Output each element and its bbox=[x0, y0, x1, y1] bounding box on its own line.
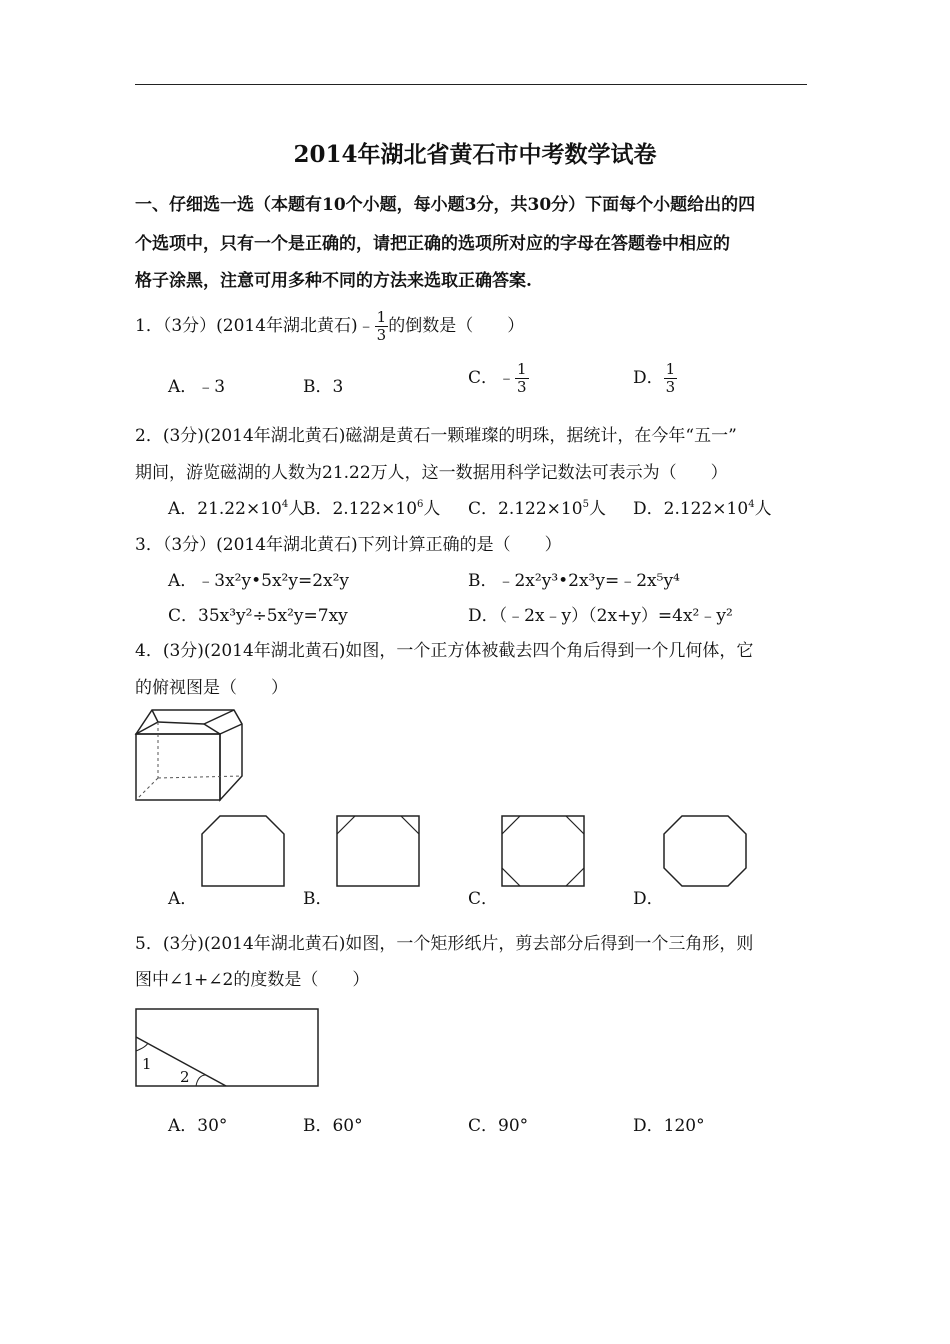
section-instructions-line2: 个选项中，只有一个是正确的，请把正确的选项所对应的字母在答题卷中相应的 bbox=[135, 234, 730, 254]
q2-b-base: B．2.122×10 bbox=[303, 499, 418, 519]
q2-d-exp: 4 bbox=[748, 499, 755, 510]
q3-option-d[interactable]: D．（﹣2x﹣y）（2x+y）=4x²﹣y² bbox=[468, 606, 733, 626]
q5-option-b[interactable]: B．60° bbox=[303, 1116, 363, 1136]
q1-suffix: 的倒数是（ ） bbox=[388, 316, 525, 336]
q1-d-prefix: D． bbox=[633, 368, 664, 388]
q1-frac-num: 1 bbox=[376, 308, 387, 326]
q3-option-b[interactable]: B．﹣2x²y³•2x³y=﹣2x⁵y⁴ bbox=[468, 571, 680, 591]
q2-c-exp: 5 bbox=[582, 499, 589, 510]
question-5-line2: 图中∠1+∠2的度数是（ ） bbox=[135, 970, 370, 990]
section-instructions-line1: 一、仔细选一选（本题有10个小题，每小题3分，共30分）下面每个小题给出的四 bbox=[135, 195, 756, 215]
q5-option-d[interactable]: D．120° bbox=[633, 1116, 705, 1136]
q5-option-a[interactable]: A．30° bbox=[168, 1116, 228, 1136]
q1-option-a[interactable]: A．﹣3 bbox=[168, 377, 226, 397]
question-5-line1: 5．(3分)(2014年湖北黄石)如图，一个矩形纸片，剪去部分后得到一个三角形，则 bbox=[135, 934, 754, 954]
question-3-stem: 3．（3分）(2014年湖北黄石)下列计算正确的是（ ） bbox=[135, 535, 562, 555]
q2-c-unit: 人 bbox=[588, 499, 606, 519]
q4-cube-figure bbox=[134, 706, 244, 802]
q3-option-c[interactable]: C．35x³y²÷5x²y=7xy bbox=[168, 606, 348, 626]
q4-option-b-figure[interactable] bbox=[335, 814, 421, 888]
q1-option-c[interactable] bbox=[468, 362, 529, 395]
q2-option-c[interactable] bbox=[468, 494, 606, 519]
q2-d-unit: 人 bbox=[754, 499, 772, 519]
q1-fraction bbox=[375, 310, 389, 343]
q4-option-a-figure[interactable] bbox=[200, 814, 286, 888]
q4-option-c-label[interactable]: C． bbox=[468, 889, 499, 909]
q2-d-base: D．2.122×10 bbox=[633, 499, 749, 519]
q2-c-base: C．2.122×10 bbox=[468, 499, 583, 519]
q4-option-d-label[interactable]: D． bbox=[633, 889, 664, 909]
q4-option-b-label[interactable]: B． bbox=[303, 889, 333, 909]
q2-a-base: A．21.22×10 bbox=[168, 499, 282, 519]
q1-d-fraction bbox=[664, 362, 678, 395]
q2-option-b[interactable] bbox=[303, 494, 440, 519]
q2-a-exp: 4 bbox=[281, 499, 289, 510]
question-4-line1: 4．(3分)(2014年湖北黄石)如图，一个正方体被截去四个角后得到一个几何体，它 bbox=[135, 641, 754, 661]
q4-option-c-figure[interactable] bbox=[500, 814, 586, 888]
q1-prefix: 1．（3分）(2014年湖北黄石)﹣ bbox=[135, 316, 375, 336]
q1-frac-den: 3 bbox=[376, 326, 387, 344]
q2-option-d[interactable] bbox=[633, 494, 772, 519]
q2-b-unit: 人 bbox=[423, 499, 441, 519]
section-instructions-line3: 格子涂黑，注意可用多种不同的方法来选取正确答案. bbox=[135, 271, 532, 291]
q2-option-a[interactable] bbox=[168, 494, 305, 519]
question-2-line1: 2．(3分)(2014年湖北黄石)磁湖是黄石一颗璀璨的明珠，据统计，在今年“五一” bbox=[135, 426, 737, 446]
question-4-line2: 的俯视图是（ ） bbox=[135, 678, 288, 698]
page-title: 2014年湖北省黄石市中考数学试卷 bbox=[293, 141, 657, 168]
q1-option-d[interactable] bbox=[633, 362, 677, 395]
q2-b-exp: 6 bbox=[417, 499, 424, 510]
q1-d-num: 1 bbox=[665, 360, 676, 378]
angle-2-label: 2 bbox=[180, 1068, 190, 1086]
q1-c-prefix: C．﹣ bbox=[468, 368, 516, 388]
q1-c-fraction bbox=[515, 362, 529, 395]
q4-option-d-figure[interactable] bbox=[662, 814, 748, 888]
q5-option-c[interactable]: C．90° bbox=[468, 1116, 529, 1136]
question-2-line2: 期间，游览磁湖的人数为21.22万人，这一数据用科学记数法可表示为（ ） bbox=[135, 463, 728, 483]
q2-a-unit: 人 bbox=[288, 499, 306, 519]
q3-option-a[interactable]: A．﹣3x²y•5x²y=2x²y bbox=[168, 571, 350, 591]
q5-rectangle-figure bbox=[134, 1007, 320, 1089]
q4-option-a-label[interactable]: A． bbox=[168, 889, 198, 909]
q1-option-b[interactable]: B．3 bbox=[303, 377, 344, 397]
angle-1-label: 1 bbox=[142, 1055, 152, 1073]
q1-d-den: 3 bbox=[665, 378, 676, 396]
top-rule bbox=[135, 84, 807, 85]
q1-c-num: 1 bbox=[517, 360, 527, 378]
question-1-stem bbox=[135, 310, 524, 343]
q1-c-den: 3 bbox=[517, 378, 527, 396]
